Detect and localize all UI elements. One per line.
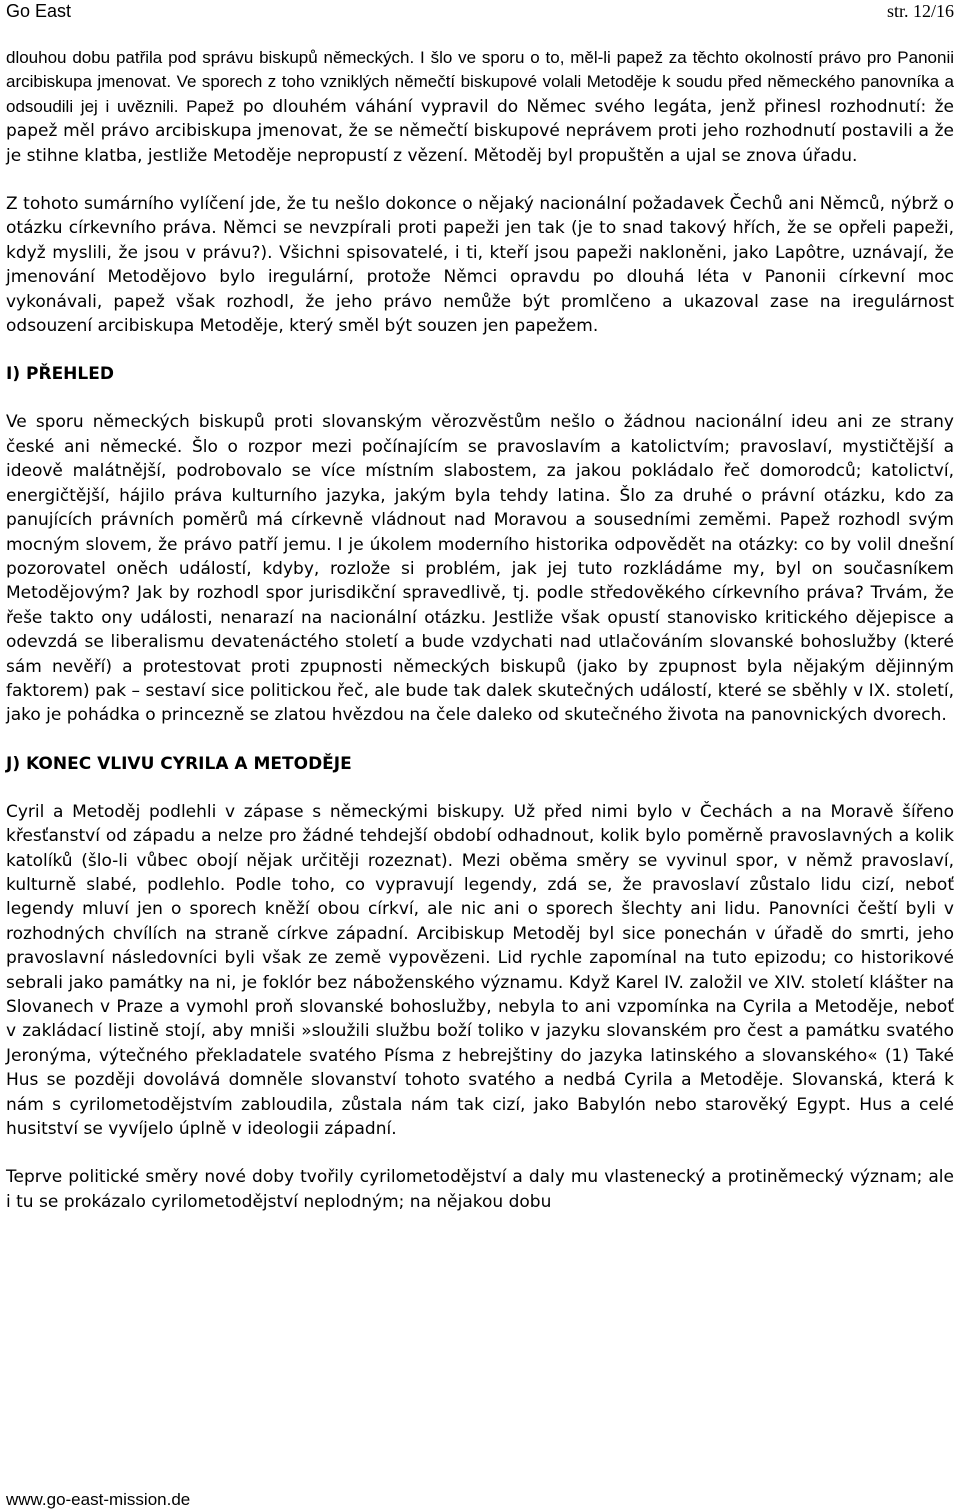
page-header (6, 0, 954, 28)
paragraph: Ve sporu německých biskupů proti slovanským věrozvěstům nešlo o žádnou nacionální ideu ani ze strany české ani německé. Šlo o rozpor mezi počínajícím se pravoslavím a katolictvím; pravoslaví, mystičtější a ideově malátnější, podrobovalo se více místním slabostem, za jakou pokládalo řeč domorodců; katolictví, energičtější, hájilo práva kulturního jazyka, jakým byla tehdy latina. Šlo za druhé o právní otázku, kdo za panujících právních poměrů má církevně vládnout nad Moravou a sousedními zeměmi. Papež rozhodl svým mocným slovem, že právo patří jemu. I je úkolem moderního historika odpovědět na otázky: co by volil dnešní pozorovatel oněch událostí, kdyby, rozlože si problém, jak jej tuto rozkládáme my, byl on současníkem Metodějovým? Jak by rozhodl spor jurisdikční spravedlivě, tj. podle středověkého církevního práva? Trvám, že řeše takto ony události, nenarazí na nacionální otázku. Jestliže však opustí stanovisko kritického dějepisce a odevzdá se liberalismu devatenáctého století a bude vzdychati nad utlačováním slovanské bohoslužby (které sám nevěří) a protestovat proti zpupnosti německých biskupů (jako by zpupnost byla nějakým dějinným faktorem) pak – sestaví sice politickou řeč, ale bude tak dalek skutečných událostí, které se sběhly v IX. století, jako je pohádka o princezně se zlatou hvězdou na čele daleko od skutečného života na panovnických dvorech. (6, 412, 954, 726)
document-body (6, 46, 954, 1238)
paragraph-text-sans: dlouhou dobu patřila pod správu biskupů německých. I šlo ve sporu o to, měl-li papež za těchto okolností právo pro Panonii arcibiskupa jmenovat. Ve sporech z toho vzniklých němečtí biskupové volali Metoděje k soudu před německého panovníka a odsoudili jej i uvěznili. Papež (6, 48, 954, 116)
page-number: str. 12/16 (886, 1, 954, 21)
site-name: Go East (6, 1, 72, 21)
paragraph: Teprve politické směry nové doby tvořily cyrilometodějství a daly mu vlastenecký a protiněmecký význam; ale i tu se prokázalo cyrilometodějství neplodným; na nějakou dobu (6, 1167, 954, 1212)
paragraph: Z tohoto sumárního vylíčení jde, že tu nešlo dokonce o nějaký nacionální požadavek Čechů ani Němců, nýbrž o otázku církevního práva. Němci se nevzpírali proti papeži jen tak (je to snad takový hřích, že se opřeli papeži, když myslili, že jsou v právu?). Všichni spisovatelé, i ti, kteří jsou papeži nakloněni, jako Lapôtre, uznávají, že jmenování Metodějovo bylo iregulární, protože Němci opravdu po dlouhá léta v Panonii církevní moc vykonávali, papež však rozhodl, že jeho právo nemůže být promlčeno a ukazoval zase na iregulárnost odsouzení arcibiskupa Metoděje, který směl být souzen jen papežem. (6, 194, 954, 337)
page-footer-url[interactable]: www.go-east-mission.de (6, 1490, 191, 1509)
paragraph (6, 46, 954, 168)
paragraph: Cyril a Metoděj podlehli v zápase s německými biskupy. Už před nimi bylo v Čechách a na Moravě šířeno křesťanství od západu a nelze pro žádné tehdejší období odhadnout, kolik bylo poměrně pravoslavných a kolik katolíků (šlo-li vůbec obojí nějak určitěji rozeznat). Mezi oběma směry se vyvinul spor, v němž pravoslaví, kulturně slabé, podlehlo. Podle toho, co vypravují legendy, zdá se, že pravoslaví zůstalo lidu cizí, neboť legendy mluví jen o sporech kněží obou církví, ale nic ani o sporech šlechty ani lidu. Panovníci čeští byli v rozhodných chvílích na straně církve západní. Arcibiskup Metoděj byl sice ponechán v úřadě do smrti, jeho pravoslavní následovníci byli však ze země vypovězeni. Lid rychle zapomínal na tuto epizodu; co historikové sebrali jako památky na ni, je foklór bez náboženského významu. Když Karel IV. založil ve XIV. století klášter na Slovanech v Praze a vymohl proň slovanské bohoslužby, nebyla to ani vzpomínka na Cyrila a Metoděje, neboť v zakládací listině stojí, aby mniši »sloužili službu boží toliko v jazyku slovanském pro čest a památku svatého Jeronýma, výtečného překladatele svatého Písma z hebrejštiny do jazyka latinského a slovanského« (1) Také Hus se později dovolává domněle slovanství tohoto svatého a nedbá Cyrila a Metoděje. Slovanská, která k nám s cyrilometodějstvím zabloudila, zůstala nám tak cizí, jako Babylón nebo starověký Egypt. Hus a celé husitství se vyvíjelo úplně v ideologii západní. (6, 801, 954, 1140)
section-heading: I) PŘEHLED (6, 364, 114, 385)
section-heading: J) KONEC VLIVU CYRILA A METODĚJE (6, 753, 352, 774)
paragraph-text: po dlouhém váhání vypravil do Němec svého legáta, jenž přinesl rozhodnutí: že papež měl právo arcibiskupa jmenovat, že se němečtí biskupové neprávem proti jeho rozhodnutí postavili a že je stihne klatba, jestliže Metoděje nepropustí z vězení. Mětoděj byl propuštěn a ujal se znova úřadu. (6, 96, 954, 166)
